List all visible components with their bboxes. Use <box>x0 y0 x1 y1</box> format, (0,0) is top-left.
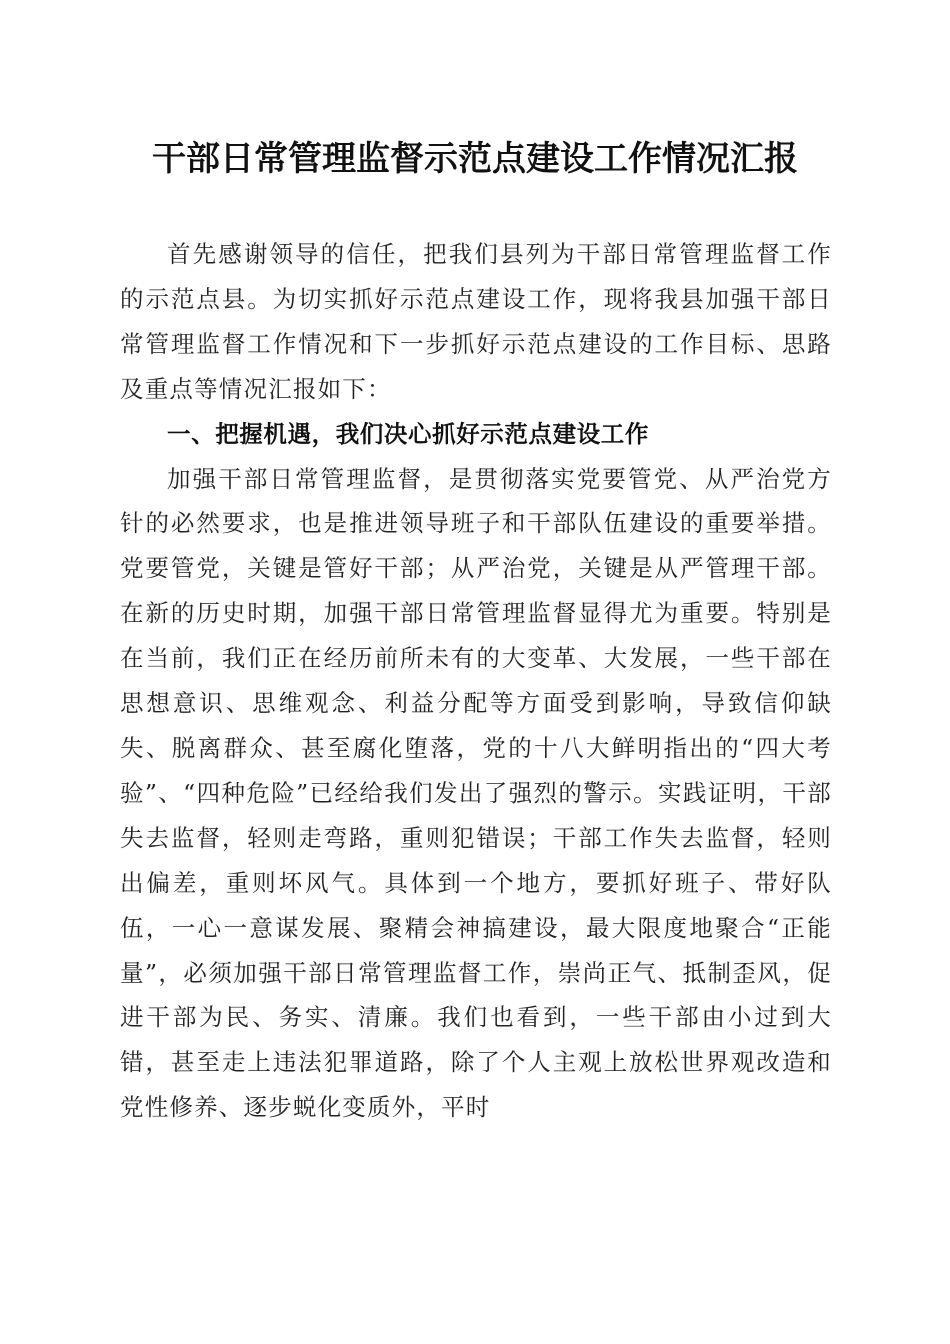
section-paragraph: 加强干部日常管理监督，是贯彻落实党要管党、从严治党方针的必然要求，也是推进领导班子和干部队伍建设的重要举措。党要管党，关键是管好干部；从严治党，关键是从严管理干部。在新的历史时期，加强干部日常管理监督显得尤为重要。特别是在当前，我们正在经历前所未有的大变革、大发展，一些干部在思想意识、思维观念、利益分配等方面受到影响，导致信仰缺失、脱离群众、甚至腐化堕落，党的十八大鲜明指出的“四大考验”、“四种危险”已经给我们发出了强烈的警示。实践证明，干部失去监督，轻则走弯路，重则犯错误；干部工作失去监督，轻则出偏差，重则坏风气。具体到一个地方，要抓好班子、带好队伍，一心一意谋发展、聚精会神搞建设，最大限度地聚合“正能量”，必须加强干部日常管理监督工作，崇尚正气、抵制歪风，促进干部为民、务实、清廉。我们也看到，一些干部由小过到大错，甚至走上违法犯罪道路，除了个人主观上放松世界观改造和党性修养、逐步蜕化变质外，平时 <box>120 464 832 1122</box>
document-body <box>120 232 832 1130</box>
document-title: 干部日常管理监督示范点建设工作情况汇报 <box>152 139 798 179</box>
intro-paragraph: 首先感谢领导的信任，把我们县列为干部日常管理监督工作的示范点县。为切实抓好示范点建设工作，现将我县加强干部日常管理监督工作情况和下一步抓好示范点建设的工作目标、思路及重点等情况汇报如下： <box>120 240 832 403</box>
section-heading: 一、把握机遇，我们决心抓好示范点建设工作 <box>167 419 649 448</box>
